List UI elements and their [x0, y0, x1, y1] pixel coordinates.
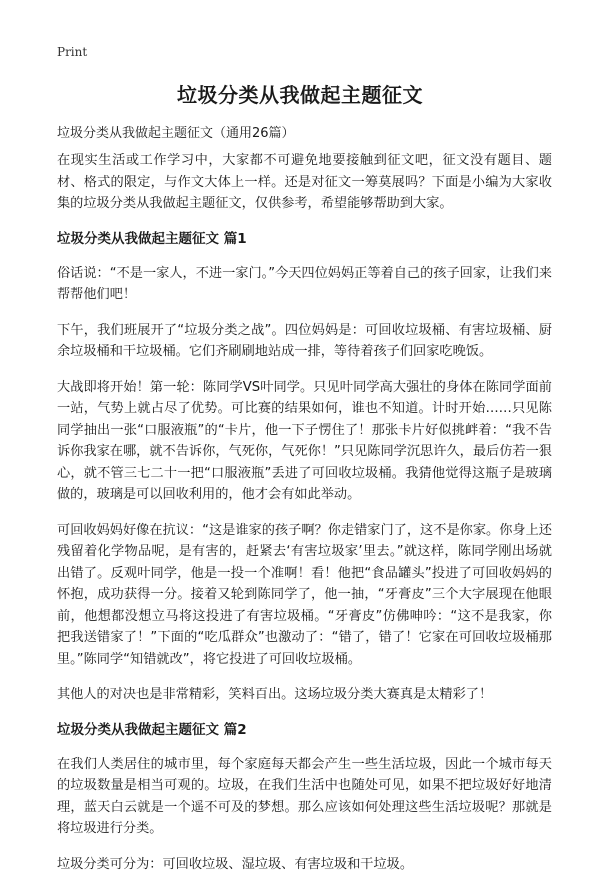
paragraph: 可回收妈妈好像在抗议：“这是谁家的孩子啊？你走错家门了，这不是你家。你身上还残留着化学物品呢，是有害的，赶紧去‘有害垃圾家’里去。”就这样，陈同学刚出场就出错了。反观叶同学，他是一投一个准啊！看！他把“食品罐头”投进了可回收妈妈的怀抱，成功获得一分。接着又轮到陈同学了，他一抽，“牙膏皮”三个大字展现在他眼前，他想都没想立马将这投进了有害垃圾桶。“牙膏皮”仿佛呻吟：“这不是我家，你把我送错家了！”下面的“吃瓜群众”也激动了：“错了，错了！它家在可回收垃圾桶那里。”陈同学“知错就改”，将它投进了可回收垃圾桶。: [57, 522, 552, 667]
section-1: [57, 229, 552, 706]
paragraph: 在我们人类居住的城市里，每个家庭每天都会产生一些生活垃圾，因此一个城市每天的垃圾数量是相当可观的。垃圾，在我们生活中也随处可见，如果不把垃圾好好地清理，蓝天白云就是一个遥不可及的梦想。那么应该如何处理这些生活垃圾呢？那就是将垃圾进行分类。: [57, 756, 552, 836]
print-link[interactable]: Print: [57, 45, 88, 59]
document-subtitle: 垃圾分类从我做起主题征文（通用26篇）: [57, 126, 295, 141]
paragraph: 俗话说：“不是一家人，不进一家门。”今天四位妈妈正等着自己的孩子回家，让我们来帮帮他们吧！: [57, 265, 552, 302]
paragraph: 垃圾分类可分为：可回收垃圾、湿垃圾、有害垃圾和干垃圾。: [57, 856, 414, 872]
article-body: [57, 150, 552, 889]
section-heading: 垃圾分类从我做起主题征文 篇1: [57, 230, 247, 247]
page-title: 垃圾分类从我做起主题征文: [177, 83, 423, 107]
section-heading: 垃圾分类从我做起主题征文 篇2: [57, 721, 247, 738]
paragraph: 其他人的对决也是非常精彩，笑料百出。这场垃圾分类大赛真是太精彩了！: [57, 687, 493, 702]
section-2: [57, 720, 552, 876]
paragraph: 大战即将开始！第一轮：陈同学VS叶同学。只见叶同学高大强壮的身体在陈同学面前一站，气势上就占尽了优势。可比赛的结果如何，谁也不知道。计时开始……只见陈同学抽出一张“口服液瓶”的“卡片，他一下子愣住了！那张卡片好似挑衅着：“我不告诉你我家在哪，就不告诉你，气死你，气死你！”只见陈同学沉思许久，最后仿若一狠心，就不管三七二十一把“口服液瓶”丢进了可回收垃圾桶。我猜他觉得这瓶子是玻璃做的，玻璃是可以回收利用的，他才会有如此举动。: [57, 379, 552, 502]
intro-paragraph: 在现实生活或工作学习中，大家都不可避免地要接触到征文吧，征文没有题目、题材、格式的限定，与作文大体上一样。还是对征文一筹莫展吗？下面是小编为大家收集的垃圾分类从我做起主题征文，仅供参考，希望能够帮助到大家。: [57, 153, 552, 211]
paragraph: 下午，我们班展开了“垃圾分类之战”。四位妈妈是：可回收垃圾桶、有害垃圾桶、厨余垃圾桶和干垃圾桶。它们齐刷刷地站成一排，等待着孩子们回家吃晚饭。: [57, 322, 552, 359]
